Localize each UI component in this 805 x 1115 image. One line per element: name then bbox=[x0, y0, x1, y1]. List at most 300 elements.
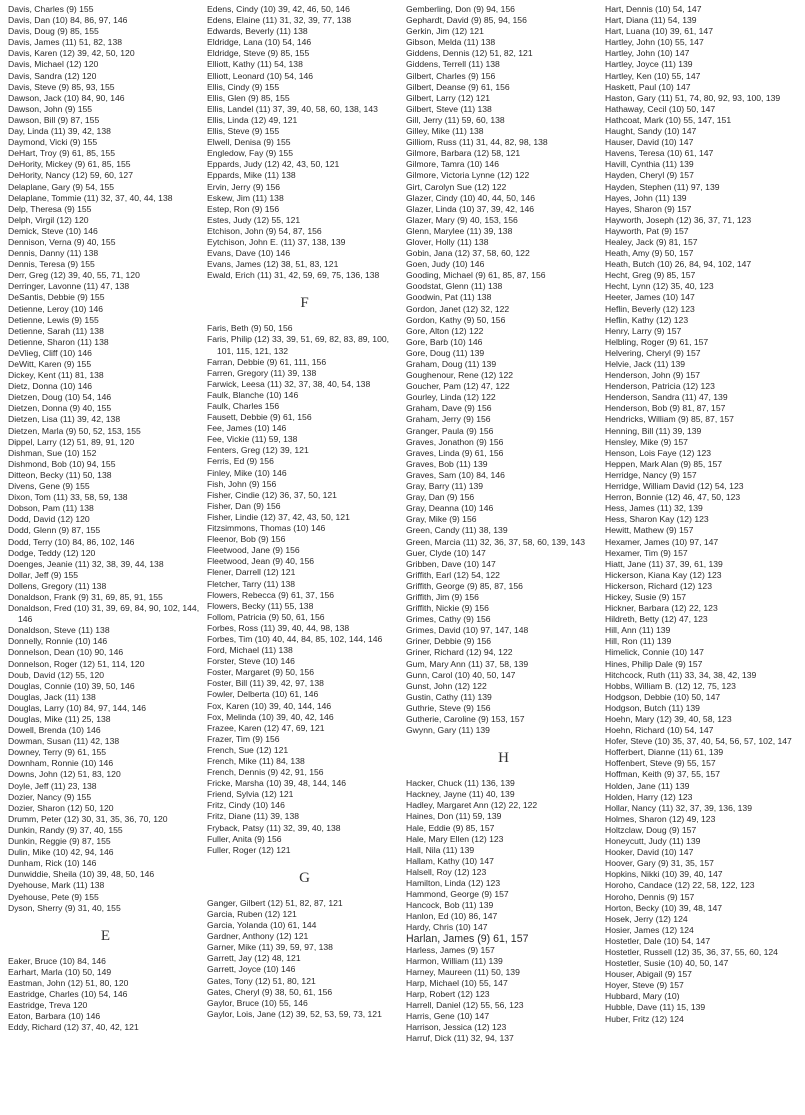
index-entry: Edwards, Beverly (11) 138 bbox=[207, 26, 308, 37]
index-entry: Hayes, John (11) 139 bbox=[605, 192, 687, 203]
index-entry: Elliott, Leonard (10) 54, 146 bbox=[207, 70, 314, 81]
index-entry: Detienne, Sharon (11) 138 bbox=[8, 336, 109, 347]
index-entry: Gill, Jerry (11) 59, 60, 138 bbox=[406, 114, 505, 125]
index-entry: Elwell, Denisa (9) 155 bbox=[207, 137, 291, 148]
index-entry: Edens, Elaine (11) 31, 32, 39, 77, 138 bbox=[207, 15, 352, 26]
index-entry: Donaldson, Fred (10) 31, 39, 69, 84, 90, 102, 144, 146 bbox=[8, 603, 200, 625]
index-entry: Gore, Alton (12) 122 bbox=[406, 325, 484, 336]
index-entry: Hart, Luana (10) 39, 61, 147 bbox=[605, 26, 713, 37]
index-entry: Gordon, Kathy (9) 50, 156 bbox=[406, 314, 506, 325]
index-entry: Hill, Ron (11) 139 bbox=[605, 636, 672, 647]
index-entry: Dietzen, Doug (10) 54, 146 bbox=[8, 392, 112, 403]
index-entry: Fenters, Greg (12) 39, 121 bbox=[207, 445, 309, 456]
index-entry: Gribben, Dave (10) 147 bbox=[406, 558, 496, 569]
index-entry: Griffith, Earl (12) 54, 122 bbox=[406, 569, 500, 580]
index-entry: Goodstat, Glenn (11) 138 bbox=[406, 281, 503, 292]
index-entry: Gilmore, Tamra (10) 146 bbox=[406, 159, 499, 170]
index-entry: Eppards, Judy (12) 42, 43, 50, 121 bbox=[207, 159, 340, 170]
section-letter-heading: F bbox=[300, 295, 309, 312]
index-entry: Gilley, Mike (11) 138 bbox=[406, 126, 484, 137]
index-entry: Fox, Melinda (10) 39, 40, 42, 146 bbox=[207, 711, 334, 722]
section-letter-heading: G bbox=[299, 869, 310, 886]
index-entry: Henderson, John (9) 157 bbox=[605, 370, 701, 381]
index-entry: Hofferbert, Dianne (11) 61, 139 bbox=[605, 747, 724, 758]
index-entry: Hamilton, Linda (12) 123 bbox=[406, 878, 501, 889]
index-entry: Gilmore, Barbara (12) 58, 121 bbox=[406, 148, 521, 159]
index-entry: Hartley, Ken (10) 55, 147 bbox=[605, 70, 701, 81]
index-entry: Derringer, Lavonne (11) 47, 138 bbox=[8, 281, 130, 292]
index-entry: Havill, Cynthia (11) 139 bbox=[605, 159, 694, 170]
index-entry: Dennis, Danny (11) 138 bbox=[8, 248, 99, 259]
index-entry: Engledow, Fay (9) 155 bbox=[207, 148, 293, 159]
index-entry: Griner, Richard (12) 94, 122 bbox=[406, 647, 513, 658]
index-entry: Hathcoat, Mark (10) 55, 147, 151 bbox=[605, 114, 732, 125]
index-entry: Hensley, Mike (9) 157 bbox=[605, 436, 688, 447]
index-entry: Ellis, Steve (9) 155 bbox=[207, 126, 280, 137]
index-entry: Dozier, Nancy (9) 155 bbox=[8, 791, 92, 802]
index-entry: DeVlieg, Cliff (10) 146 bbox=[8, 347, 92, 358]
index-entry: Gilbert, Deanse (9) 61, 156 bbox=[406, 81, 510, 92]
index-entry: Divens, Gene (9) 155 bbox=[8, 481, 90, 492]
index-entry: Downey, Terry (9) 61, 155 bbox=[8, 747, 107, 758]
index-entry: Douglas, Connie (10) 39, 50, 146 bbox=[8, 680, 135, 691]
index-entry: Fisher, Lindie (12) 37, 42, 43, 50, 121 bbox=[207, 511, 350, 522]
index-entry: Hobbs, William B. (12) 12, 75, 123 bbox=[605, 680, 736, 691]
index-column-4 bbox=[605, 4, 800, 1111]
index-entry: Dyson, Sherry (9) 31, 40, 155 bbox=[8, 902, 121, 913]
index-entry: Fletcher, Tarry (11) 138 bbox=[207, 578, 296, 589]
index-entry: Dyehouse, Mark (11) 138 bbox=[8, 880, 105, 891]
index-entry: Griner, Debbie (9) 156 bbox=[406, 636, 492, 647]
index-entry: Hadley, Margaret Ann (12) 22, 122 bbox=[406, 800, 538, 811]
index-entry: Gustin, Cathy (11) 139 bbox=[406, 691, 492, 702]
index-entry: Hostetler, Dale (10) 54, 147 bbox=[605, 935, 711, 946]
index-entry: Ewald, Erich (11) 31, 42, 59, 69, 75, 136, 138 bbox=[207, 270, 380, 281]
index-entry: Gray, Dan (9) 156 bbox=[406, 492, 475, 503]
index-entry: Griffith, Jim (9) 156 bbox=[406, 591, 479, 602]
index-entry: Fuller, Anita (9) 156 bbox=[207, 833, 282, 844]
index-entry: Harrell, Daniel (12) 55, 56, 123 bbox=[406, 1000, 524, 1011]
index-entry: Dodd, Glenn (9) 87, 155 bbox=[8, 525, 101, 536]
index-entry: Gerkin, Jim (12) 121 bbox=[406, 26, 484, 37]
index-entry: Gwynn, Gary (11) 139 bbox=[406, 725, 490, 736]
index-entry: Donnelson, Dean (10) 90, 146 bbox=[8, 647, 124, 658]
index-entry: Ellis, Linda (12) 49, 121 bbox=[207, 114, 298, 125]
index-entry: Henning, Bill (11) 39, 139 bbox=[605, 425, 702, 436]
index-entry: Hickerson, Richard (12) 123 bbox=[605, 580, 712, 591]
index-entry: Eskew, Jim (11) 138 bbox=[207, 192, 284, 203]
index-entry: Foster, Margaret (9) 50, 156 bbox=[207, 667, 314, 678]
index-entry: Eytchison, John E. (11) 37, 138, 139 bbox=[207, 236, 346, 247]
index-entry: Hanlon, Ed (10) 86, 147 bbox=[406, 911, 498, 922]
index-entry: Haskett, Paul (10) 147 bbox=[605, 81, 691, 92]
index-column-3 bbox=[406, 4, 601, 1111]
index-entry: Dodd, Terry (10) 84, 86, 102, 146 bbox=[8, 536, 135, 547]
index-entry: Friend, Sylvia (12) 121 bbox=[207, 789, 294, 800]
index-entry: Dietzen, Lisa (11) 39, 42, 138 bbox=[8, 414, 121, 425]
index-entry: Gobin, Jana (12) 37, 58, 60, 122 bbox=[406, 248, 530, 259]
index-entry: Hitchcock, Ruth (11) 33, 34, 38, 42, 139 bbox=[605, 669, 757, 680]
index-entry: Eaton, Barbara (10) 146 bbox=[8, 1011, 101, 1022]
index-entry: Dunkin, Reggie (9) 87, 155 bbox=[8, 836, 111, 847]
index-entry: Garrett, Jay (12) 48, 121 bbox=[207, 953, 301, 964]
index-entry: Davis, Steve (9) 85, 93, 155 bbox=[8, 81, 115, 92]
index-entry: Harless, James (9) 157 bbox=[406, 944, 495, 955]
index-entry: Derr, Greg (12) 39, 40, 55, 71, 120 bbox=[8, 270, 140, 281]
index-entry: Glazer, Mary (9) 40, 153, 156 bbox=[406, 214, 518, 225]
index-entry: Donaldson, Steve (11) 138 bbox=[8, 625, 110, 636]
index-entry: Ellis, Landel (11) 37, 39, 40, 58, 60, 138, 143 bbox=[207, 103, 378, 114]
index-entry: Hollar, Nancy (11) 32, 37, 39, 136, 139 bbox=[605, 802, 752, 813]
index-entry: Gilmore, Victoria Lynne (12) 122 bbox=[406, 170, 530, 181]
index-entry: Douglas, Jack (11) 138 bbox=[8, 691, 96, 702]
index-entry: Dollar, Jeff (9) 155 bbox=[8, 569, 79, 580]
index-entry: Gore, Barb (10) 146 bbox=[406, 336, 483, 347]
index-entry: Hess, James (11) 32, 139 bbox=[605, 503, 703, 514]
index-entry: Hale, Mary Ellen (12) 123 bbox=[406, 833, 504, 844]
index-entry: Holden, Harry (12) 123 bbox=[605, 791, 693, 802]
index-entry: Evans, James (12) 38, 51, 83, 121 bbox=[207, 259, 339, 270]
index-entry: Hosek, Jerry (12) 124 bbox=[605, 913, 688, 924]
index-entry: Douglas, Larry (10) 84, 97, 144, 146 bbox=[8, 702, 147, 713]
index-entry: Davis, Sandra (12) 120 bbox=[8, 70, 97, 81]
index-entry: Eastridge, Charles (10) 54, 146 bbox=[8, 988, 128, 999]
index-entry: Dishmond, Bob (10) 94, 155 bbox=[8, 458, 116, 469]
index-entry: Gibson, Melda (11) 138 bbox=[406, 37, 496, 48]
index-entry: Guthrie, Steve (9) 156 bbox=[406, 702, 491, 713]
index-entry: Farren, Gregory (11) 39, 138 bbox=[207, 367, 317, 378]
index-entry: Dickey, Kent (11) 81, 138 bbox=[8, 370, 104, 381]
index-entry: Graham, Jerry (9) 156 bbox=[406, 414, 491, 425]
index-entry: Donnelson, Roger (12) 51, 114, 120 bbox=[8, 658, 145, 669]
index-entry: Hosier, James (12) 124 bbox=[605, 924, 694, 935]
index-entry: Hodgson, Butch (11) 139 bbox=[605, 702, 700, 713]
index-entry: Dunwiddie, Sheila (10) 39, 48, 50, 146 bbox=[8, 869, 155, 880]
index-entry: Fleetwood, Jean (9) 40, 156 bbox=[207, 556, 315, 567]
index-entry: Eppards, Mike (11) 138 bbox=[207, 170, 296, 181]
index-entry: Harmon, William (11) 139 bbox=[406, 955, 503, 966]
index-entry: Fritz, Cindy (10) 146 bbox=[207, 800, 285, 811]
index-entry: Dennison, Verna (9) 40, 155 bbox=[8, 236, 116, 247]
index-entry: Gates, Cheryl (9) 38, 50, 61, 156 bbox=[207, 986, 333, 997]
index-entry: Earhart, Marla (10) 50, 149 bbox=[8, 966, 112, 977]
index-entry: Hickerson, Kiana Kay (12) 123 bbox=[605, 569, 722, 580]
index-entry: Hiatt, Jane (11) 37, 39, 61, 139 bbox=[605, 558, 723, 569]
index-entry: Hayworth, Joseph (12) 36, 37, 71, 123 bbox=[605, 214, 752, 225]
index-entry: Gray, Deanna (10) 146 bbox=[406, 503, 494, 514]
index-entry: Graves, Sam (10) 84, 146 bbox=[406, 469, 505, 480]
index-entry: Gourley, Linda (12) 122 bbox=[406, 392, 496, 403]
index-entry: Foster, Bill (11) 39, 42, 97, 138 bbox=[207, 678, 324, 689]
index-entry: Gilliom, Russ (11) 31, 44, 82, 98, 138 bbox=[406, 137, 548, 148]
index-entry: Dyehouse, Pete (9) 155 bbox=[8, 891, 99, 902]
index-entry: Hewitt, Mathew (9) 157 bbox=[605, 525, 694, 536]
index-entry: Dawson, Jack (10) 84, 90, 146 bbox=[8, 92, 125, 103]
index-entry: Ellis, Cindy (9) 155 bbox=[207, 81, 280, 92]
index-entry: Gaylor, Bruce (10) 55, 146 bbox=[207, 997, 308, 1008]
index-entry: Estep, Ron (9) 156 bbox=[207, 203, 280, 214]
index-entry: Estes, Judy (12) 55, 121 bbox=[207, 214, 301, 225]
index-entry: Glazer, Cindy (10) 40, 44, 50, 146 bbox=[406, 192, 535, 203]
index-entry: Gilbert, Charles (9) 156 bbox=[406, 70, 496, 81]
index-entry: Hickner, Barbara (12) 22, 123 bbox=[605, 603, 718, 614]
index-entry: Henderson, Patricia (12) 123 bbox=[605, 381, 715, 392]
index-entry: Fitzsimmons, Thomas (10) 146 bbox=[207, 523, 326, 534]
index-entry: Dollens, Gregory (11) 138 bbox=[8, 580, 107, 591]
index-entry: Gunn, Carol (10) 40, 50, 147 bbox=[406, 669, 516, 680]
index-entry: Herridge, William David (12) 54, 123 bbox=[605, 481, 744, 492]
index-entry: Evans, Dave (10) 146 bbox=[207, 248, 291, 259]
index-entry: Elliott, Kathy (11) 54, 138 bbox=[207, 59, 303, 70]
index-entry: Gilbert, Steve (11) 138 bbox=[406, 103, 492, 114]
index-entry: Hines, Philip Dale (9) 157 bbox=[605, 658, 703, 669]
index-entry: Dodd, David (12) 120 bbox=[8, 514, 90, 525]
index-entry: Fisher, Dan (9) 156 bbox=[207, 500, 281, 511]
index-entry: Goen, Judy (10) 146 bbox=[406, 259, 485, 270]
index-entry: Gum, Mary Ann (11) 37, 58, 139 bbox=[406, 658, 529, 669]
index-entry: Holden, Jane (11) 139 bbox=[605, 780, 690, 791]
index-entry: Herridge, Nancy (9) 157 bbox=[605, 469, 697, 480]
index-entry: Flowers, Rebecca (9) 61, 37, 156 bbox=[207, 589, 335, 600]
index-entry: Granger, Paula (9) 156 bbox=[406, 425, 494, 436]
index-entry: Doenges, Jeanie (11) 32, 38, 39, 44, 138 bbox=[8, 558, 164, 569]
index-entry: Forbes, Ross (11) 39, 40, 44, 98, 138 bbox=[207, 622, 350, 633]
index-entry: DeHority, Nancy (12) 59, 60, 127 bbox=[8, 170, 133, 181]
index-entry: Finley, Mike (10) 146 bbox=[207, 467, 287, 478]
index-entry: Hoffman, Keith (9) 37, 55, 157 bbox=[605, 769, 720, 780]
index-entry: Garner, Mike (11) 39, 59, 97, 138 bbox=[207, 942, 333, 953]
index-entry: Dunham, Rick (10) 146 bbox=[8, 858, 97, 869]
index-entry: Hubble, Dave (11) 15, 139 bbox=[605, 1002, 706, 1013]
index-entry: Gordon, Janet (12) 32, 122 bbox=[406, 303, 510, 314]
index-entry: Dunkin, Randy (9) 37, 40, 155 bbox=[8, 824, 123, 835]
index-entry: Horoho, Candace (12) 22, 58, 122, 123 bbox=[605, 880, 755, 891]
index-entry: Ervin, Jerry (9) 156 bbox=[207, 181, 281, 192]
index-entry: Hardy, Chris (10) 147 bbox=[406, 922, 488, 933]
index-entry: Ferris, Ed (9) 156 bbox=[207, 456, 274, 467]
index-entry: Dawson, John (9) 155 bbox=[8, 103, 93, 114]
section-letter-heading: E bbox=[100, 927, 111, 944]
index-entry: Hendricks, William (9) 85, 87, 157 bbox=[605, 414, 734, 425]
index-entry: Hoehn, Mary (12) 39, 40, 58, 123 bbox=[605, 714, 732, 724]
index-entry: Frazer, Tim (9) 156 bbox=[207, 733, 280, 744]
index-entry: Hostetler, Susie (10) 40, 50, 147 bbox=[605, 958, 729, 969]
index-entry: Davis, Doug (9) 85, 155 bbox=[8, 26, 99, 37]
index-entry: Etchison, John (9) 54, 87, 156 bbox=[207, 225, 322, 236]
index-entry: Hammond, George (9) 157 bbox=[406, 889, 509, 900]
index-entry: Heath, Butch (10) 26, 84, 94, 102, 147 bbox=[605, 259, 752, 270]
index-entry: Graham, Dave (9) 156 bbox=[406, 403, 492, 414]
index-entry: Eldridge, Lana (10) 54, 146 bbox=[207, 37, 312, 48]
index-entry: Delaplane, Gary (9) 54, 155 bbox=[8, 181, 115, 192]
index-entry: Goodwin, Pat (11) 138 bbox=[406, 292, 492, 303]
index-entry: Doub, David (12) 55, 120 bbox=[8, 669, 105, 680]
index-entry: DeHart, Troy (9) 61, 85, 155 bbox=[8, 148, 115, 159]
index-entry: Herron, Bonnie (12) 46, 47, 50, 123 bbox=[605, 492, 741, 503]
index-entry: Detienne, Sarah (11) 138 bbox=[8, 325, 104, 336]
index-entry: Haines, Don (11) 59, 139 bbox=[406, 811, 502, 822]
index-entry: Hoover, Gary (9) 31, 35, 157 bbox=[605, 858, 714, 869]
index-entry: Downham, Ronnie (10) 146 bbox=[8, 758, 114, 769]
index-entry: Heath, Amy (9) 50, 157 bbox=[605, 248, 694, 259]
index-entry: Douglas, Mike (11) 25, 138 bbox=[8, 714, 111, 724]
index-entry: Glenn, Marylee (11) 39, 138 bbox=[406, 225, 513, 236]
index-entry: DeSantis, Debbie (9) 155 bbox=[8, 292, 105, 303]
index-entry: Davis, James (11) 51, 82, 138 bbox=[8, 37, 123, 48]
index-entry: Harruf, Dick (11) 32, 94, 137 bbox=[406, 1033, 514, 1044]
index-entry: Ellis, Glen (9) 85, 155 bbox=[207, 92, 290, 103]
index-entry: Demick, Steve (10) 146 bbox=[8, 225, 98, 236]
section-letter-heading: H bbox=[498, 750, 509, 767]
index-entry: Hexamer, Tim (9) 157 bbox=[605, 547, 688, 558]
index-entry: Fee, Vickie (11) 59, 138 bbox=[207, 434, 298, 445]
index-entry: Glover, Holly (11) 138 bbox=[406, 236, 489, 247]
index-entry: Ganger, Gilbert (12) 51, 82, 87, 121 bbox=[207, 897, 343, 908]
index-entry: Graves, Bob (11) 139 bbox=[406, 458, 488, 469]
index-entry: Fuller, Roger (12) 121 bbox=[207, 844, 291, 855]
index-entry: Dowman, Susan (11) 42, 138 bbox=[8, 736, 120, 747]
index-entry: Helvie, Jack (11) 139 bbox=[605, 359, 686, 369]
index-entry: Hoehn, Richard (10) 54, 147 bbox=[605, 725, 714, 736]
index-entry: Hill, Ann (11) 139 bbox=[605, 625, 671, 636]
index-entry: Hallam, Kathy (10) 147 bbox=[406, 855, 494, 866]
index-entry: Himelick, Connie (10) 147 bbox=[605, 647, 704, 658]
index-entry: Hexamer, James (10) 97, 147 bbox=[605, 536, 719, 547]
index-entry: Halsell, Roy (12) 123 bbox=[406, 866, 487, 877]
index-entry: Graham, Doug (11) 139 bbox=[406, 359, 497, 369]
index-entry: Harney, Maureen (11) 50, 139 bbox=[406, 966, 520, 977]
index-entry: Heppen, Mark Alan (9) 85, 157 bbox=[605, 458, 723, 469]
index-entry: Hayden, Cheryl (9) 157 bbox=[605, 170, 694, 181]
index-entry: French, Sue (12) 121 bbox=[207, 744, 289, 755]
index-entry: Eddy, Richard (12) 37, 40, 42, 121 bbox=[8, 1022, 139, 1033]
index-column-2 bbox=[207, 4, 402, 1111]
index-entry: Hildreth, Betty (12) 47, 123 bbox=[605, 614, 708, 625]
index-entry: Honeycutt, Judy (11) 139 bbox=[605, 836, 701, 847]
index-entry: Hackney, Jayne (11) 40, 139 bbox=[406, 789, 515, 800]
index-entry: Henderson, Bob (9) 81, 87, 157 bbox=[605, 403, 726, 414]
index-entry: Grimes, David (10) 97, 147, 148 bbox=[406, 625, 529, 636]
index-entry: Fricke, Marsha (10) 39, 48, 144, 146 bbox=[207, 778, 347, 789]
index-entry: Harris, Gene (10) 147 bbox=[406, 1011, 490, 1022]
index-entry: Dobson, Pam (11) 138 bbox=[8, 503, 94, 514]
index-entry: Hartley, John (10) 55, 147 bbox=[605, 37, 704, 48]
index-entry: Dietz, Donna (10) 146 bbox=[8, 381, 93, 392]
index-entry: Helvering, Cheryl (9) 157 bbox=[605, 347, 701, 358]
index-entry: Faulk, Blanche (10) 146 bbox=[207, 389, 299, 400]
index-page bbox=[8, 4, 800, 1111]
index-entry: Dietzen, Marla (9) 50, 52, 153, 155 bbox=[8, 425, 141, 436]
index-entry: Garrett, Joyce (10) 146 bbox=[207, 964, 296, 975]
index-entry: Holmes, Sharon (12) 49, 123 bbox=[605, 813, 716, 824]
index-entry: Davis, Charles (9) 155 bbox=[8, 4, 94, 14]
index-entry: Hauser, David (10) 147 bbox=[605, 137, 694, 148]
index-entry: Heeter, James (10) 147 bbox=[605, 292, 695, 303]
index-entry: Edens, Cindy (10) 39, 42, 46, 50, 146 bbox=[207, 4, 350, 14]
index-entry: Gemberling, Don (9) 94, 156 bbox=[406, 4, 515, 14]
index-entry: Donaldson, Frank (9) 31, 69, 85, 91, 155 bbox=[8, 591, 163, 602]
index-entry: Eldridge, Steve (9) 85, 155 bbox=[207, 48, 310, 59]
index-column-1 bbox=[8, 4, 203, 1111]
index-entry: Hopkins, Nikki (10) 39, 40, 147 bbox=[605, 869, 723, 880]
index-entry: Doyle, Jeff (11) 23, 138 bbox=[8, 780, 97, 791]
index-entry: Delaplane, Tommie (11) 32, 37, 40, 44, 138 bbox=[8, 192, 173, 203]
index-entry: Eaker, Bruce (10) 84, 146 bbox=[8, 955, 106, 966]
index-entry: Hacker, Chuck (11) 136, 139 bbox=[406, 778, 515, 789]
index-entry: Faris, Philip (12) 33, 39, 51, 69, 82, 83, 89, 100, 101, 115, 121, 132 bbox=[207, 334, 390, 356]
index-entry: Havens, Teresa (10) 61, 147 bbox=[605, 148, 714, 159]
index-entry: Ditteon, Becky (11) 50, 138 bbox=[8, 469, 112, 480]
index-entry: Horton, Becky (10) 39, 48, 147 bbox=[605, 902, 723, 913]
index-entry: Eastman, John (12) 51, 80, 120 bbox=[8, 977, 129, 988]
index-entry: Ford, Michael (11) 138 bbox=[207, 645, 293, 656]
index-entry: Donnelly, Ronnie (10) 146 bbox=[8, 636, 108, 647]
index-entry: Delph, Virgil (12) 120 bbox=[8, 214, 89, 225]
index-entry: Detienne, Lewis (9) 155 bbox=[8, 314, 99, 325]
index-entry: Day, Linda (11) 39, 42, 138 bbox=[8, 126, 111, 137]
index-entry: Hofer, Steve (10) 35, 37, 40, 54, 56, 57, 102, 147 bbox=[605, 736, 792, 747]
index-entry: Gardner, Anthony (12) 121 bbox=[207, 931, 309, 942]
index-entry: Delp, Theresa (9) 155 bbox=[8, 203, 92, 214]
index-entry: Dixon, Tom (11) 33, 58, 59, 138 bbox=[8, 492, 128, 503]
index-entry: Graves, Linda (9) 61, 156 bbox=[406, 447, 504, 458]
index-entry: Fritz, Diane (11) 39, 138 bbox=[207, 811, 300, 822]
index-entry: Hess, Sharon Kay (12) 123 bbox=[605, 514, 709, 525]
index-entry: Hoyer, Steve (9) 157 bbox=[605, 980, 684, 991]
index-entry: Gephardt, David (9) 85, 94, 156 bbox=[406, 15, 527, 26]
index-entry: Hathaway, Cecil (10) 50, 147 bbox=[605, 103, 716, 114]
index-entry: Hart, Dennis (10) 54, 147 bbox=[605, 4, 702, 14]
index-entry: Farwick, Leesa (11) 32, 37, 38, 40, 54, 138 bbox=[207, 378, 371, 389]
index-entry: Green, Marcia (11) 32, 36, 37, 58, 60, 139, 143 bbox=[406, 536, 585, 547]
index-entry: Horoho, Dennis (9) 157 bbox=[605, 891, 695, 902]
index-entry: Frazee, Karen (12) 47, 69, 121 bbox=[207, 722, 325, 733]
index-entry: Fowler, Delberta (10) 61, 146 bbox=[207, 689, 319, 700]
index-entry: Hayes, Sharon (9) 157 bbox=[605, 203, 692, 214]
index-entry: Faris, Beth (9) 50, 156 bbox=[207, 323, 293, 334]
index-entry: Dietzen, Donna (9) 40, 155 bbox=[8, 403, 112, 414]
index-entry: Griffith, Nickie (9) 156 bbox=[406, 603, 489, 614]
index-entry: Flener, Darrell (12) 121 bbox=[207, 567, 296, 578]
index-entry: Garcia, Ruben (12) 121 bbox=[207, 908, 297, 919]
index-entry: Dishman, Sue (10) 152 bbox=[8, 447, 97, 458]
index-entry: French, Dennis (9) 42, 91, 156 bbox=[207, 767, 324, 778]
index-entry: Dippel, Larry (12) 51, 89, 91, 120 bbox=[8, 436, 135, 447]
index-entry: Detienne, Leroy (10) 146 bbox=[8, 303, 104, 314]
index-entry: Healey, Jack (9) 81, 157 bbox=[605, 236, 698, 247]
index-entry: Houser, Abigail (9) 157 bbox=[605, 969, 692, 980]
index-entry: Fausett, Debbie (9) 61, 156 bbox=[207, 412, 312, 423]
index-entry: Henry, Larry (9) 157 bbox=[605, 325, 682, 336]
index-entry: Dennis, Teresa (9) 155 bbox=[8, 259, 95, 270]
index-entry: DeHority, Mickey (9) 61, 85, 155 bbox=[8, 159, 131, 170]
index-entry: Hale, Eddie (9) 85, 157 bbox=[406, 822, 495, 833]
index-entry: Graves, Jonathon (9) 156 bbox=[406, 436, 504, 447]
index-entry: Dawson, Bill (9) 87, 155 bbox=[8, 114, 100, 125]
index-entry: Hubbard, Mary (10) bbox=[605, 991, 680, 1002]
index-entry: Hooker, David (10) 147 bbox=[605, 847, 694, 858]
index-entry: Flowers, Becky (11) 55, 138 bbox=[207, 600, 314, 611]
index-entry: Fisher, Cindie (12) 36, 37, 50, 121 bbox=[207, 489, 337, 500]
index-entry: Davis, Michael (12) 120 bbox=[8, 59, 99, 70]
index-entry: Hoffenbert, Steve (9) 55, 157 bbox=[605, 758, 716, 769]
index-entry: Hecht, Lynn (12) 35, 40, 123 bbox=[605, 281, 714, 292]
index-entry: Davis, Karen (12) 39, 42, 50, 120 bbox=[8, 48, 135, 59]
index-entry: Gray, Barry (11) 139 bbox=[406, 481, 484, 492]
index-entry: Gilbert, Larry (12) 121 bbox=[406, 92, 491, 103]
index-entry: Dodge, Teddy (12) 120 bbox=[8, 547, 96, 558]
index-entry: Guer, Clyde (10) 147 bbox=[406, 547, 486, 558]
